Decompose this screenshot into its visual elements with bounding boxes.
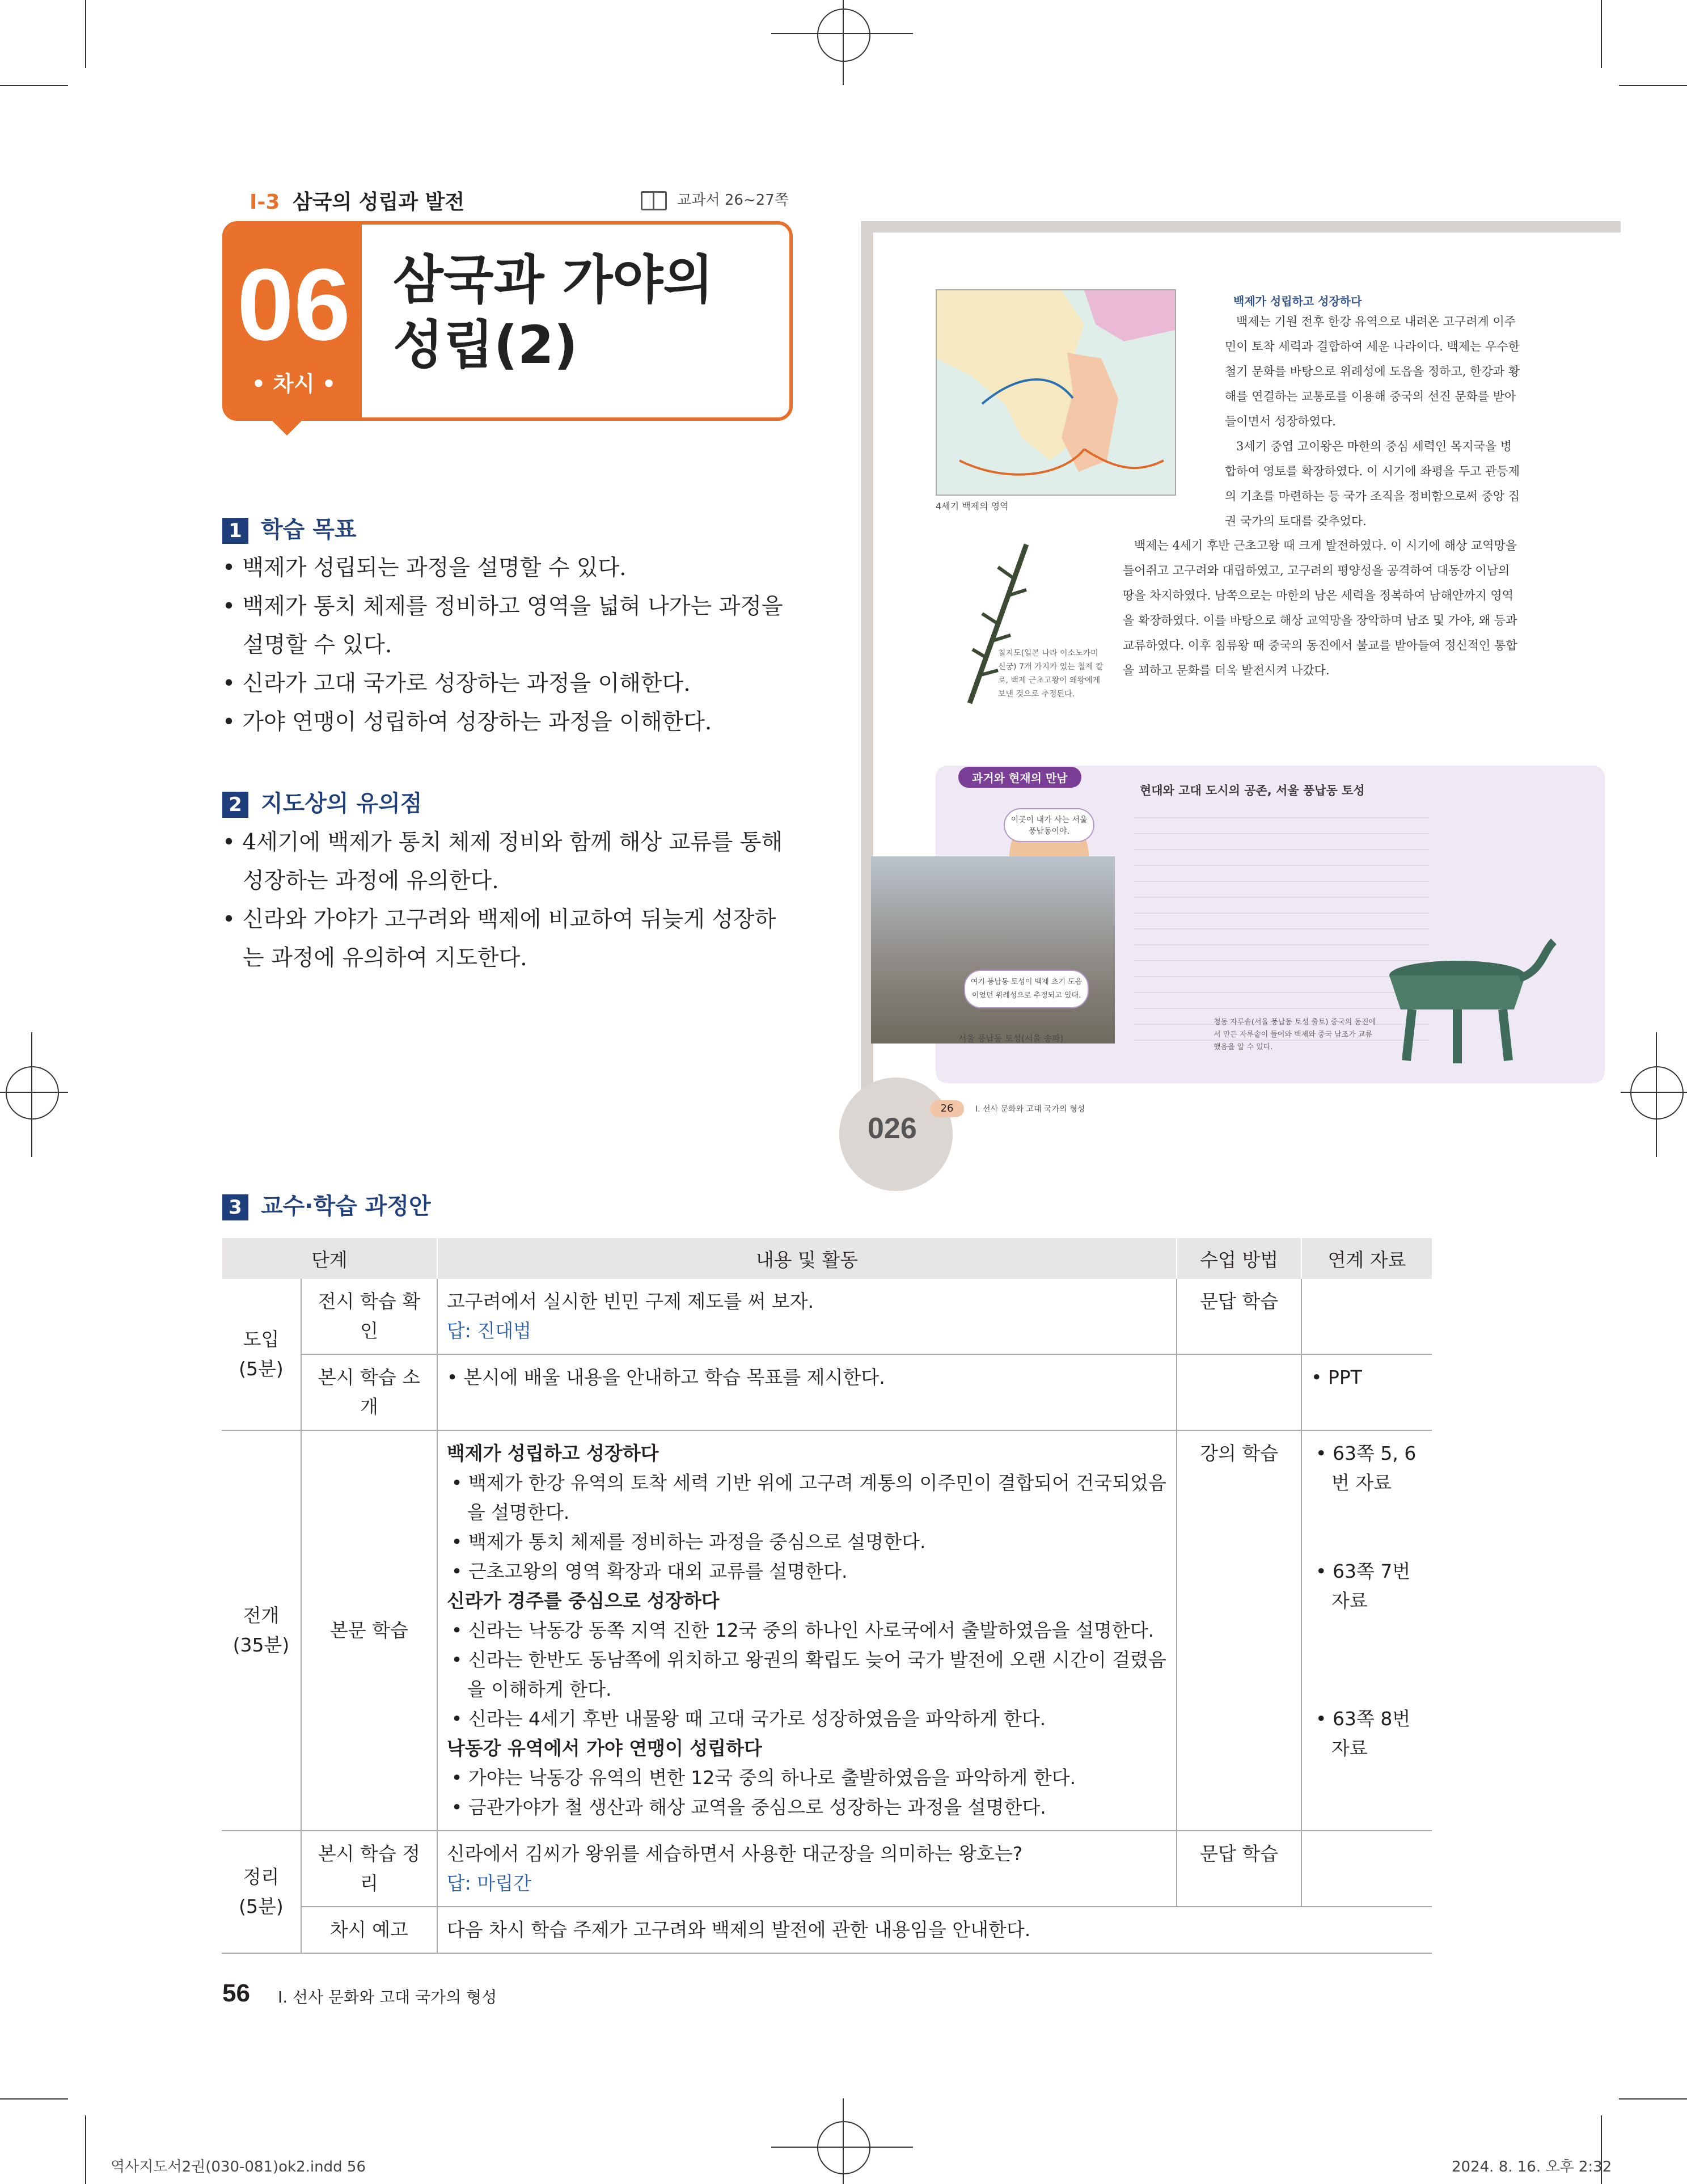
table-row [222,1430,1432,1831]
bronze-pot-image [1372,936,1559,1066]
step-cell: 본시 학습 정리 [301,1831,437,1907]
crop-mark [843,0,844,85]
unit-title: 삼국의 성립과 발전 [292,191,465,214]
past-present-label: 과거와 현재의 만남 [958,767,1081,788]
section-heading-goals [222,512,357,544]
table-row [222,1354,1432,1430]
resource-item: • 63쪽 7번 자료 [1316,1560,1411,1612]
notes-list [222,823,795,978]
pot-body [1389,975,1525,1009]
answer-text: 답: 마립간 [446,1872,531,1894]
lesson-title [393,247,713,378]
crop-mark [843,2098,844,2184]
activity-item: • 백제가 한강 유역의 토착 세력 기반 위에 고구려 계통의 이주민이 결합되어 건국되었음을 설명한다. [451,1472,1166,1523]
date-slug: 2024. 8. 16. 오후 2:32 [1452,2158,1612,2175]
textbook-paragraph: 3세기 중엽 고이왕은 마한의 중심 세력인 목지국을 병합하여 영토를 확장하였다. 이 시기에 좌평을 두고 관등제의 기초를 마련하는 등 국가 조직을 정비함으로써 중앙 집권 국가의 토대를 갖추었다. [1225,440,1520,528]
section-number: 2 [222,792,248,818]
lesson-title-box [222,221,793,421]
activity-item: • 백제가 통치 체제를 정비하는 과정을 중심으로 설명한다. [451,1531,926,1553]
section-number: 1 [222,518,248,544]
activity-item: • 금관가야가 철 생산과 해상 교역을 중심으로 성장하는 과정을 설명한다. [451,1796,1046,1818]
crop-mark [771,33,913,34]
registration-mark [1630,1066,1684,1120]
registration-mark [6,1066,59,1120]
textbook-heading: 백제가 성립하고 성장하다 [1233,294,1362,308]
activity-item: • 근초고왕의 영역 확장과 대외 교류를 설명한다. [451,1560,848,1582]
lesson-number-panel [226,225,362,417]
list-item: • 신라가 고대 국가로 성장하는 과정을 이해한다. [222,671,691,696]
method-cell [1177,1354,1301,1430]
textbook-page-footer: Ⅰ. 선사 문화와 고대 국가의 형성 [975,1105,1085,1114]
file-slug: 역사지도서2권(030-081)ok2.indd 56 [111,2158,366,2175]
pot-handle [1520,941,1554,978]
section-heading-notes [222,785,422,818]
stage-cell: 정리 (5분) [222,1831,301,1953]
past-present-title: 현대와 고대 도시의 공존, 서울 풍납동 토성 [1140,784,1365,797]
crop-mark [85,0,86,68]
resource-cell [1301,1430,1432,1831]
table-row [222,1279,1432,1354]
section-title: 교수·학습 과정안 [261,1193,431,1219]
list-item: • 신라와 가야가 고구려와 백제에 비교하여 뒤늦게 성장하는 과정에 유의하여 지도한다. [222,907,776,971]
textbook-reference [641,188,789,210]
list-item: • 백제가 통치 체제를 정비하고 영역을 넓혀 나가는 과정을 설명할 수 있다. [222,594,783,658]
question-text: 신라에서 김씨가 왕위를 세습하면서 사용한 대군장을 의미하는 왕호는? [446,1843,1023,1865]
activity-cell [437,1831,1177,1907]
crop-mark [1619,1092,1687,1093]
activity-cell: • 본시에 배울 내용을 안내하고 학습 목표를 제시한다. [437,1354,1177,1430]
crop-mark [1656,1032,1657,1157]
textbook-ref-text: 교과서 26~27쪽 [677,192,789,209]
spacer [1311,1616,1423,1704]
method-cell: 문답 학습 [1177,1831,1301,1907]
spacer [1311,1498,1423,1557]
resource-cell [1301,1279,1432,1354]
sword-caption: 칠지도(일본 나라 이소노카미 신궁) 7개 가지가 있는 철제 칼로, 백제 근초고왕이 왜왕에게 보낸 것으로 추정된다. [998,649,1103,699]
table-row [222,1907,1432,1953]
lesson-title-line1: 삼국과 가야의 [393,250,714,310]
list-item: • 백제가 성립되는 과정을 설명할 수 있다. [222,555,627,581]
activity-cell: 다음 차시 학습 주제가 고구려와 백제의 발전에 관한 내용임을 안내한다. [437,1907,1432,1953]
unit-label [250,186,464,215]
bronze-pot-svg [1372,936,1559,1066]
pot-legs [1406,1009,1508,1063]
method-cell: 문답 학습 [1177,1279,1301,1354]
photo-caption: 서울 풍납동 토성(서울 송파) [958,1033,1064,1044]
crop-mark [1619,85,1687,86]
stage-cell: 도입 (5분) [222,1279,301,1430]
crop-mark [0,2098,68,2099]
speech-bubble: 이곳이 내가 사는 서울 풍납동이야. [1004,808,1094,842]
column-header: 단계 [222,1238,437,1279]
speech-bubble: 여기 풍납동 토성이 백제 초기 도읍이었던 위례성으로 추정되고 있대. [964,970,1089,1008]
title-pointer [272,421,302,436]
crop-mark [1619,2098,1687,2099]
resource-cell: • PPT [1301,1354,1432,1430]
folio: 026 [868,1112,917,1145]
table-row [222,1831,1432,1907]
activity-heading: 신라가 경주를 중심으로 성장하다 [446,1590,720,1612]
crop-mark [771,2147,913,2148]
section-heading-plan [222,1188,431,1220]
crop-mark [85,2115,86,2184]
lesson-title-line2: 성립(2) [393,315,578,375]
pot-caption: 청동 자루솥(서울 풍납동 토성 출토) 중국의 동진에서 만든 자루솥이 들어와 백제와 중국 남조가 교류했음을 알 수 있다. [1214,1018,1376,1051]
answer-text: 답: 진대법 [446,1320,531,1342]
registration-mark [817,9,870,62]
table-header-row [222,1238,1432,1279]
resource-item: • 63쪽 5, 6번 자료 [1316,1442,1417,1494]
step-cell: 차시 예고 [301,1907,437,1953]
unit-number: Ⅰ-3 [250,191,280,214]
list-item: • 가야 연맹이 성립하여 성장하는 과정을 이해한다. [222,709,712,735]
city-photo [871,856,1115,1044]
goal-list [222,549,795,742]
activity-item: • 신라는 한반도 동남쪽에 위치하고 왕권의 확립도 늦어 국가 발전에 오랜 시간이 걸렸음을 이해하게 한다. [451,1649,1166,1700]
activity-cell [437,1430,1177,1831]
column-header: 연계 자료 [1301,1238,1432,1279]
crop-mark [0,85,68,86]
question-text: 고구려에서 실시한 빈민 구제 제도를 써 보자. [446,1290,814,1312]
page-number: 56 [222,1979,250,2007]
activity-cell [437,1279,1177,1354]
section-title: 지도상의 유의점 [261,791,422,817]
list-item: • 4세기에 백제가 통치 체제 정비와 함께 해상 교류를 통해 성장하는 과정에 유의한다. [222,830,783,894]
activity-item: • 신라는 낙동강 동쪽 지역 진한 12국 중의 하나인 사로국에서 출발하였음을 설명한다. [451,1619,1155,1641]
book-icon [641,191,667,210]
stage-cell: 전개 (35분) [222,1430,301,1831]
activity-heading: 낙동강 유역에서 가야 연맹이 성립하다 [446,1737,762,1759]
activity-item: • 신라는 4세기 후반 내물왕 때 고대 국가로 성장하였음을 파악하게 한다. [451,1708,1046,1730]
lesson-label: • 차시 • [251,371,336,396]
registration-mark [817,2121,870,2174]
column-header: 내용 및 활동 [437,1238,1177,1279]
activity-item: • 가야는 낙동강 유역의 변한 12국 중의 하나로 출발하였음을 파악하게 한다. [451,1767,1076,1789]
lesson-plan-table [221,1238,1432,1954]
textbook-paragraph: 백제는 기원 전후 한강 유역으로 내려온 고구려계 이주민이 토착 세력과 결합하여 세운 나라이다. 백제는 우수한 철기 문화를 바탕으로 위례성에 도읍을 정하고, 한강과 황해를 연결하는 교통로를 이용해 중국의 선진 문화를 받아들이면서 성장하였다. [1225,315,1520,428]
textbook-paragraph: 백제는 4세기 후반 근초고왕 때 크게 발전하였다. 이 시기에 해상 교역망을 틀어쥐고 고구려와 대립하였고, 고구려의 평양성을 공격하여 대동강 이남의 땅을 차지하였다. 남쪽으로는 마한의 남은 세력을 정복하여 남해안까지 영역을 확장하였다. 이를 바탕으로 해상 교역망을 장악하며 남조 및 가야, 왜 등과 교류하였다. 이후 침류왕 때 중국의 동진에서 불교를 받아들여 정신적인 통합을 꾀하고 문화를 더욱 발전시켜 나갔다. [1123,539,1517,677]
step-cell: 전시 학습 확인 [301,1279,437,1354]
map-caption: 4세기 백제의 영역 [936,501,1009,512]
column-header: 수업 방법 [1177,1238,1301,1279]
section-number: 3 [222,1194,248,1220]
lesson-number: 06 [236,248,351,362]
step-cell: 본문 학습 [301,1430,437,1831]
activity-heading: 백제가 성립하고 성장하다 [446,1442,659,1464]
crop-mark [31,1032,32,1157]
chapter-footer: Ⅰ. 선사 문화와 고대 국가의 형성 [278,1988,497,2006]
resource-item: • 63쪽 8번 자료 [1316,1708,1411,1759]
method-cell: 강의 학습 [1177,1430,1301,1831]
resource-cell [1301,1831,1432,1907]
textbook-page-number: 26 [930,1100,964,1117]
crop-mark [1601,0,1602,68]
section-title: 학습 목표 [261,517,357,543]
step-cell: 본시 학습 소개 [301,1354,437,1430]
crop-mark [0,1092,68,1093]
